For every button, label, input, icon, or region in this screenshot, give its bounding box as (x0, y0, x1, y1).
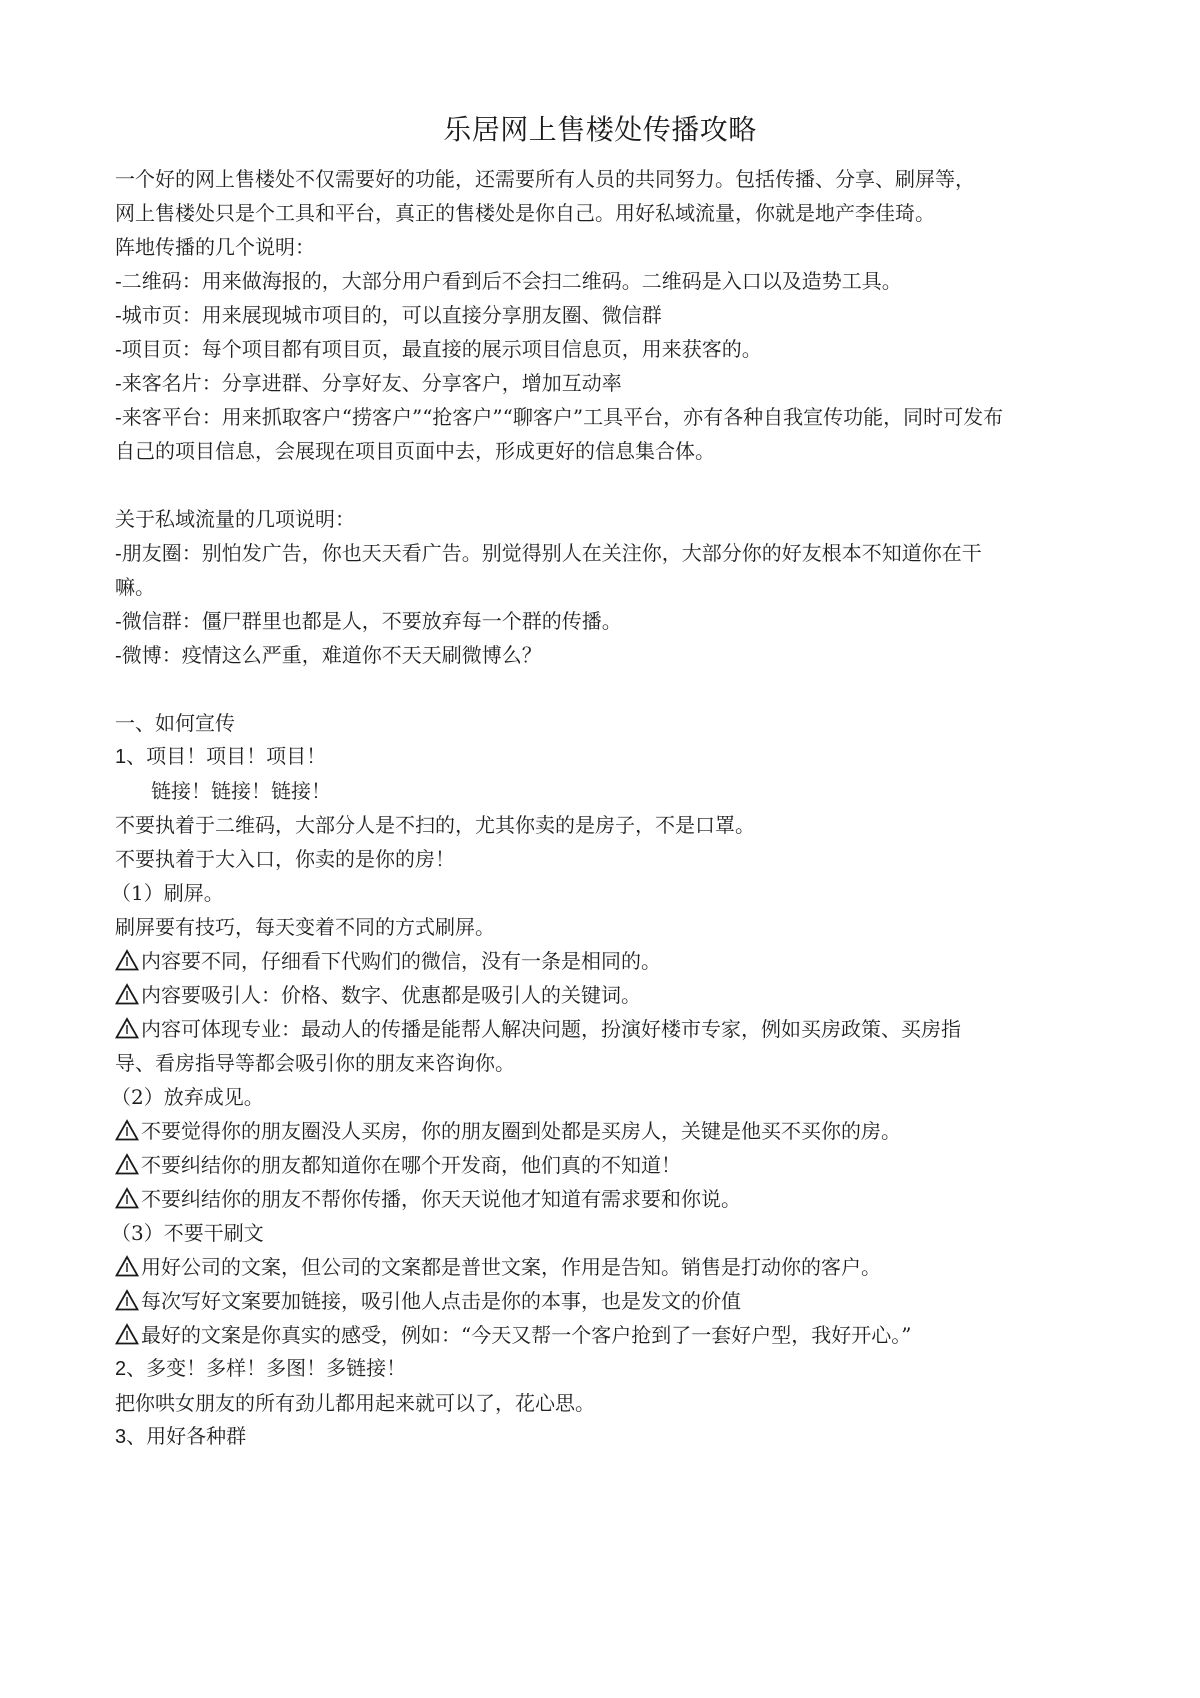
private-traffic-item-moments-cont: 嘛。 (115, 575, 155, 599)
intro-line-1: 一个好的网上售楼处不仅需要好的功能，还需要所有人员的共同努力。包括传播、分享、刷屏等， (115, 167, 975, 191)
positions-item-platform: -来客平台：用来抓取客户“捞客户”“抢客户”“聊客户”工具平台，亦有各种自我宣传功能，同时可发布 (115, 405, 1004, 429)
warning-text: 每次写好文案要加链接，吸引他人点击是你的本事，也是发文的价值 (141, 1289, 741, 1313)
sub1-warning-2 (115, 978, 1077, 1012)
point1-heading: 1、项目！项目！项目！ (115, 746, 327, 768)
sub1-warning-3 (115, 1012, 1077, 1046)
sub2-heading: （2）放弃成见。 (111, 1085, 264, 1109)
spacer (115, 672, 1077, 706)
warning-text: 内容要不同，仔细看下代购们的微信，没有一条是相同的。 (141, 949, 661, 973)
warning-text: 内容要吸引人：价格、数字、优惠都是吸引人的关键词。 (141, 983, 641, 1007)
point3-heading: 3、用好各种群 (115, 1426, 247, 1448)
positions-item-qrcode: -二维码：用来做海报的，大部分用户看到后不会扫二维码。二维码是入口以及造势工具。 (115, 269, 902, 293)
warning-text: 用好公司的文案，但公司的文案都是普世文案，作用是告知。销售是打动你的客户。 (141, 1255, 881, 1279)
sub3-warning-2 (115, 1284, 1077, 1318)
warning-triangle-icon (115, 1255, 139, 1277)
sub1-warning-1 (115, 944, 1077, 978)
warning-text: 内容可体现专业：最动人的传播是能帮人解决问题，扮演好楼市专家，例如买房政策、买房指 (141, 1017, 961, 1041)
warning-text: 不要纠结你的朋友不帮你传播，你天天说他才知道有需求要和你说。 (141, 1187, 741, 1211)
intro-line-2: 网上售楼处只是个工具和平台，真正的售楼处是你自己。用好私域流量，你就是地产李佳琦。 (115, 201, 935, 225)
spacer (115, 468, 1077, 502)
positions-item-business-card: -来客名片：分享进群、分享好友、分享客户，增加互动率 (115, 371, 622, 395)
sub1-desc: 刷屏要有技巧，每天变着不同的方式刷屏。 (115, 915, 495, 939)
warning-triangle-icon (115, 949, 139, 971)
point2-desc: 把你哄女朋友的所有劲儿都用起来就可以了，花心思。 (115, 1391, 595, 1415)
warning-text: 最好的文案是你真实的感受，例如：“今天又帮一个客户抢到了一套好户型，我好开心。” (141, 1323, 912, 1347)
sub2-warning-3 (115, 1182, 1077, 1216)
point1-subheading: 链接！链接！链接！ (151, 779, 331, 803)
warning-triangle-icon (115, 1187, 139, 1209)
warning-triangle-icon (115, 1017, 139, 1039)
document-title: 乐居网上售楼处传播攻略 (443, 113, 757, 146)
point1-note-1: 不要执着于二维码，大部分人是不扫的，尤其你卖的是房子，不是口罩。 (115, 813, 755, 837)
warning-triangle-icon (115, 1153, 139, 1175)
positions-heading: 阵地传播的几个说明： (115, 235, 315, 259)
private-traffic-item-wechat-group: -微信群：僵尸群里也都是人，不要放弃每一个群的传播。 (115, 609, 622, 633)
warning-triangle-icon (115, 983, 139, 1005)
sub3-warning-3 (115, 1318, 1077, 1352)
sub3-heading: （3）不要干刷文 (111, 1221, 264, 1245)
point2-heading: 2、多变！多样！多图！多链接！ (115, 1358, 407, 1380)
positions-item-city-page: -城市页：用来展现城市项目的，可以直接分享朋友圈、微信群 (115, 303, 662, 327)
private-traffic-item-moments: -朋友圈：别怕发广告，你也天天看广告。别觉得别人在关注你，大部分你的好友根本不知道你在干 (115, 541, 982, 565)
warning-triangle-icon (115, 1119, 139, 1141)
warning-triangle-icon (115, 1323, 139, 1345)
warning-text: 不要纠结你的朋友都知道你在哪个开发商，他们真的不知道！ (141, 1153, 681, 1177)
warning-triangle-icon (115, 1289, 139, 1311)
private-traffic-heading: 关于私域流量的几项说明： (115, 507, 355, 531)
positions-item-project-page: -项目页：每个项目都有项目页，最直接的展示项目信息页，用来获客的。 (115, 337, 762, 361)
sub1-warning-3-cont: 导、看房指导等都会吸引你的朋友来咨询你。 (115, 1051, 515, 1075)
positions-item-platform-cont: 自己的项目信息，会展现在项目页面中去，形成更好的信息集合体。 (115, 439, 715, 463)
sub2-warning-2 (115, 1148, 1077, 1182)
warning-text: 不要觉得你的朋友圈没人买房，你的朋友圈到处都是买房人，关键是他买不买你的房。 (141, 1119, 901, 1143)
document-body (111, 162, 1077, 1454)
private-traffic-item-weibo: -微博：疫情这么严重，难道你不天天刷微博么？ (115, 643, 542, 667)
section-how-heading: 一、如何宣传 (115, 711, 235, 735)
sub1-heading: （1）刷屏。 (111, 881, 224, 905)
point1-note-2: 不要执着于大入口，你卖的是你的房！ (115, 847, 455, 871)
sub3-warning-1 (115, 1250, 1077, 1284)
sub2-warning-1 (115, 1114, 1077, 1148)
